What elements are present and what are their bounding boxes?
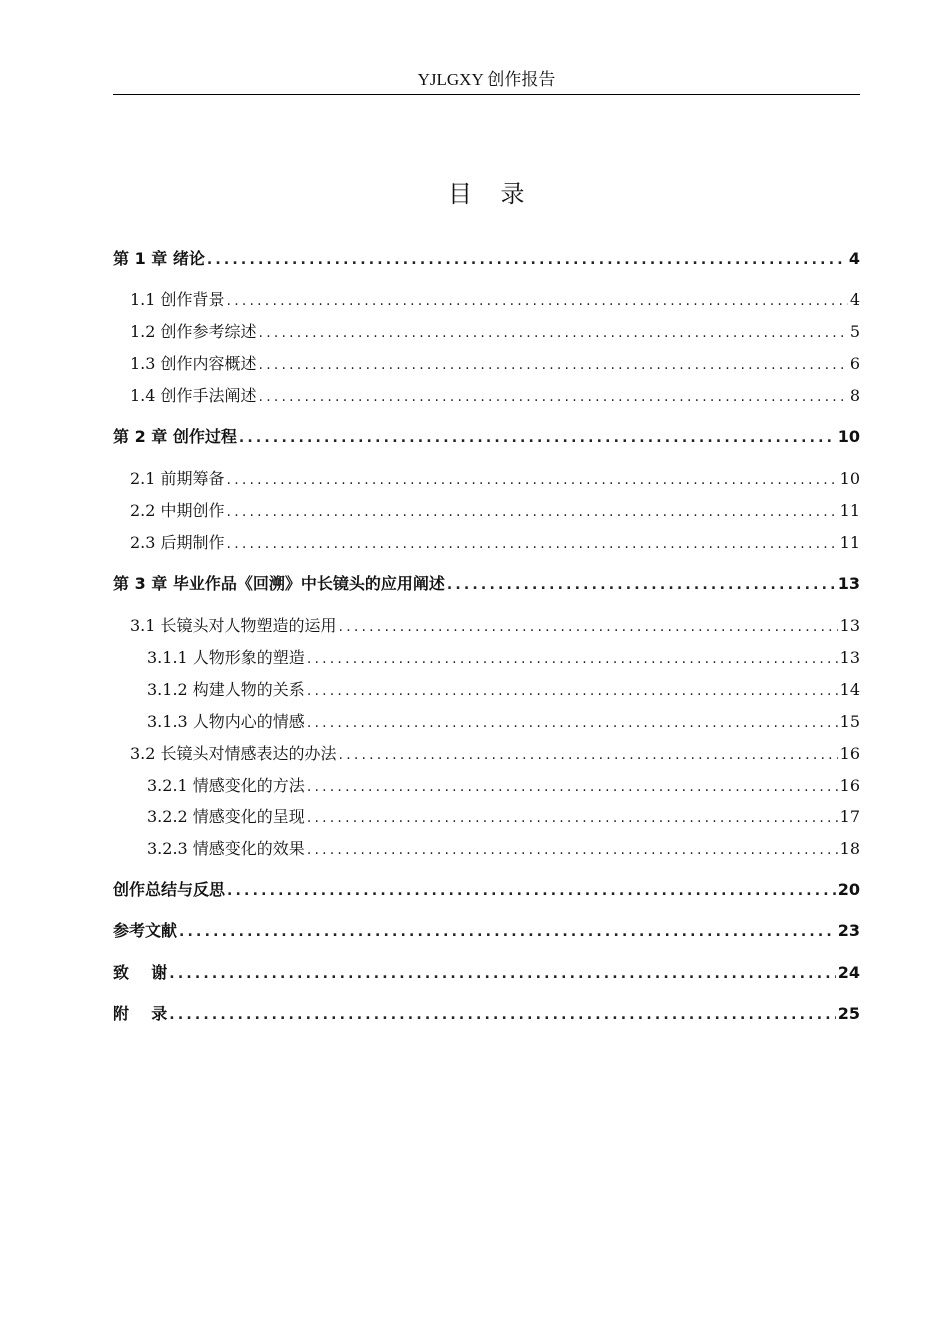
toc-entry[interactable] <box>147 647 860 670</box>
toc-page-number: 13 <box>839 616 860 635</box>
toc-leader <box>339 744 838 766</box>
toc-leader <box>227 880 836 902</box>
toc-leader <box>169 963 835 985</box>
toc-entry-title: 3.2.2 情感变化的呈现 <box>147 807 305 826</box>
toc-page-number: 25 <box>837 1004 860 1023</box>
toc-leader <box>179 921 836 943</box>
toc-page-number: 11 <box>839 533 860 552</box>
toc-page-number: 18 <box>839 839 860 858</box>
toc-entry-title: 附 录 <box>113 1004 168 1023</box>
header-text: YJLGXY 创作报告 <box>417 70 556 89</box>
table-of-contents <box>113 0 860 1344</box>
toc-page-number: 13 <box>837 574 860 593</box>
toc-page-number: 16 <box>839 776 860 795</box>
toc-entry-title: 1.4 创作手法阐述 <box>130 386 257 405</box>
toc-entry-title: 2.1 前期筹备 <box>130 469 225 488</box>
toc-page-number: 10 <box>839 469 860 488</box>
toc-page-number: 20 <box>837 880 860 899</box>
toc-page-number: 11 <box>839 501 860 520</box>
toc-leader <box>307 807 838 829</box>
toc-page-number: 14 <box>839 680 860 699</box>
toc-page-number: 24 <box>837 963 860 982</box>
toc-page-number: 17 <box>839 807 860 826</box>
toc-leader <box>307 839 838 861</box>
toc-entry-title: 1.2 创作参考综述 <box>130 322 257 341</box>
toc-page-number: 4 <box>848 249 860 268</box>
toc-entry[interactable] <box>113 426 860 449</box>
toc-leader <box>307 712 838 734</box>
toc-leader <box>227 469 838 491</box>
toc-leader <box>447 574 836 596</box>
toc-leader <box>339 616 838 638</box>
toc-entry-title: 3.1.3 人物内心的情感 <box>147 712 305 731</box>
toc-entry[interactable] <box>130 385 860 408</box>
toc-leader <box>307 680 838 702</box>
toc-leader <box>307 776 838 798</box>
toc-leader <box>239 427 836 449</box>
toc-entry[interactable] <box>113 879 860 902</box>
toc-entry[interactable] <box>130 743 860 766</box>
toc-page-number: 15 <box>839 712 860 731</box>
toc-entry[interactable] <box>147 679 860 702</box>
toc-entry[interactable] <box>113 248 860 271</box>
toc-entry[interactable] <box>130 321 860 344</box>
toc-entry-title: 3.2.1 情感变化的方法 <box>147 776 305 795</box>
toc-entry[interactable] <box>130 468 860 491</box>
toc-entry-title: 第 3 章 毕业作品《回溯》中长镜头的应用阐述 <box>113 574 445 593</box>
toc-entry-title: 创作总结与反思 <box>113 880 226 899</box>
toc-entry-title: 致 谢 <box>113 963 168 982</box>
toc-entry-title: 参考文献 <box>113 921 178 940</box>
toc-entry[interactable] <box>147 838 860 861</box>
toc-entry-title: 2.3 后期制作 <box>130 533 225 552</box>
toc-entry-title: 第 2 章 创作过程 <box>113 427 237 446</box>
toc-page-number: 6 <box>849 354 860 373</box>
toc-entry[interactable] <box>130 289 860 312</box>
toc-entry[interactable] <box>147 775 860 798</box>
toc-entry[interactable] <box>113 1003 860 1026</box>
toc-leader <box>259 322 848 344</box>
toc-page-number: 8 <box>849 386 860 405</box>
toc-entry-title: 3.1.1 人物形象的塑造 <box>147 648 305 667</box>
toc-entry-title: 2.2 中期创作 <box>130 501 225 520</box>
toc-leader <box>169 1004 835 1026</box>
toc-page-number: 5 <box>849 322 860 341</box>
toc-entry[interactable] <box>147 711 860 734</box>
toc-entry[interactable] <box>130 500 860 523</box>
toc-entry[interactable] <box>113 920 860 943</box>
toc-entry[interactable] <box>130 353 860 376</box>
toc-entry-title: 1.3 创作内容概述 <box>130 354 257 373</box>
toc-leader <box>227 290 848 312</box>
toc-entry[interactable] <box>113 962 860 985</box>
toc-entry-title: 第 1 章 绪论 <box>113 249 205 268</box>
toc-entry-title: 3.2 长镜头对情感表达的办法 <box>130 744 337 763</box>
toc-entry-title: 3.1.2 构建人物的关系 <box>147 680 305 699</box>
toc-entry[interactable] <box>130 532 860 555</box>
toc-entry-title: 3.1 长镜头对人物塑造的运用 <box>130 616 337 635</box>
toc-leader <box>259 354 848 376</box>
toc-entry-title: 1.1 创作背景 <box>130 290 225 309</box>
toc-entry-title: 3.2.3 情感变化的效果 <box>147 839 305 858</box>
toc-page-number: 23 <box>837 921 860 940</box>
toc-page-number: 16 <box>839 744 860 763</box>
toc-page-number: 10 <box>837 427 860 446</box>
toc-entry[interactable] <box>113 573 860 596</box>
toc-page-number: 4 <box>849 290 860 309</box>
toc-leader <box>307 648 838 670</box>
title-char-right: 录 <box>500 180 525 208</box>
toc-leader <box>259 386 848 408</box>
title-char-left: 目 <box>448 180 473 208</box>
toc-page-number: 13 <box>839 648 860 667</box>
toc-entry[interactable] <box>147 806 860 829</box>
toc-leader <box>227 501 838 523</box>
toc-leader <box>207 249 847 271</box>
toc-entry[interactable] <box>130 615 860 638</box>
toc-leader <box>227 533 838 555</box>
